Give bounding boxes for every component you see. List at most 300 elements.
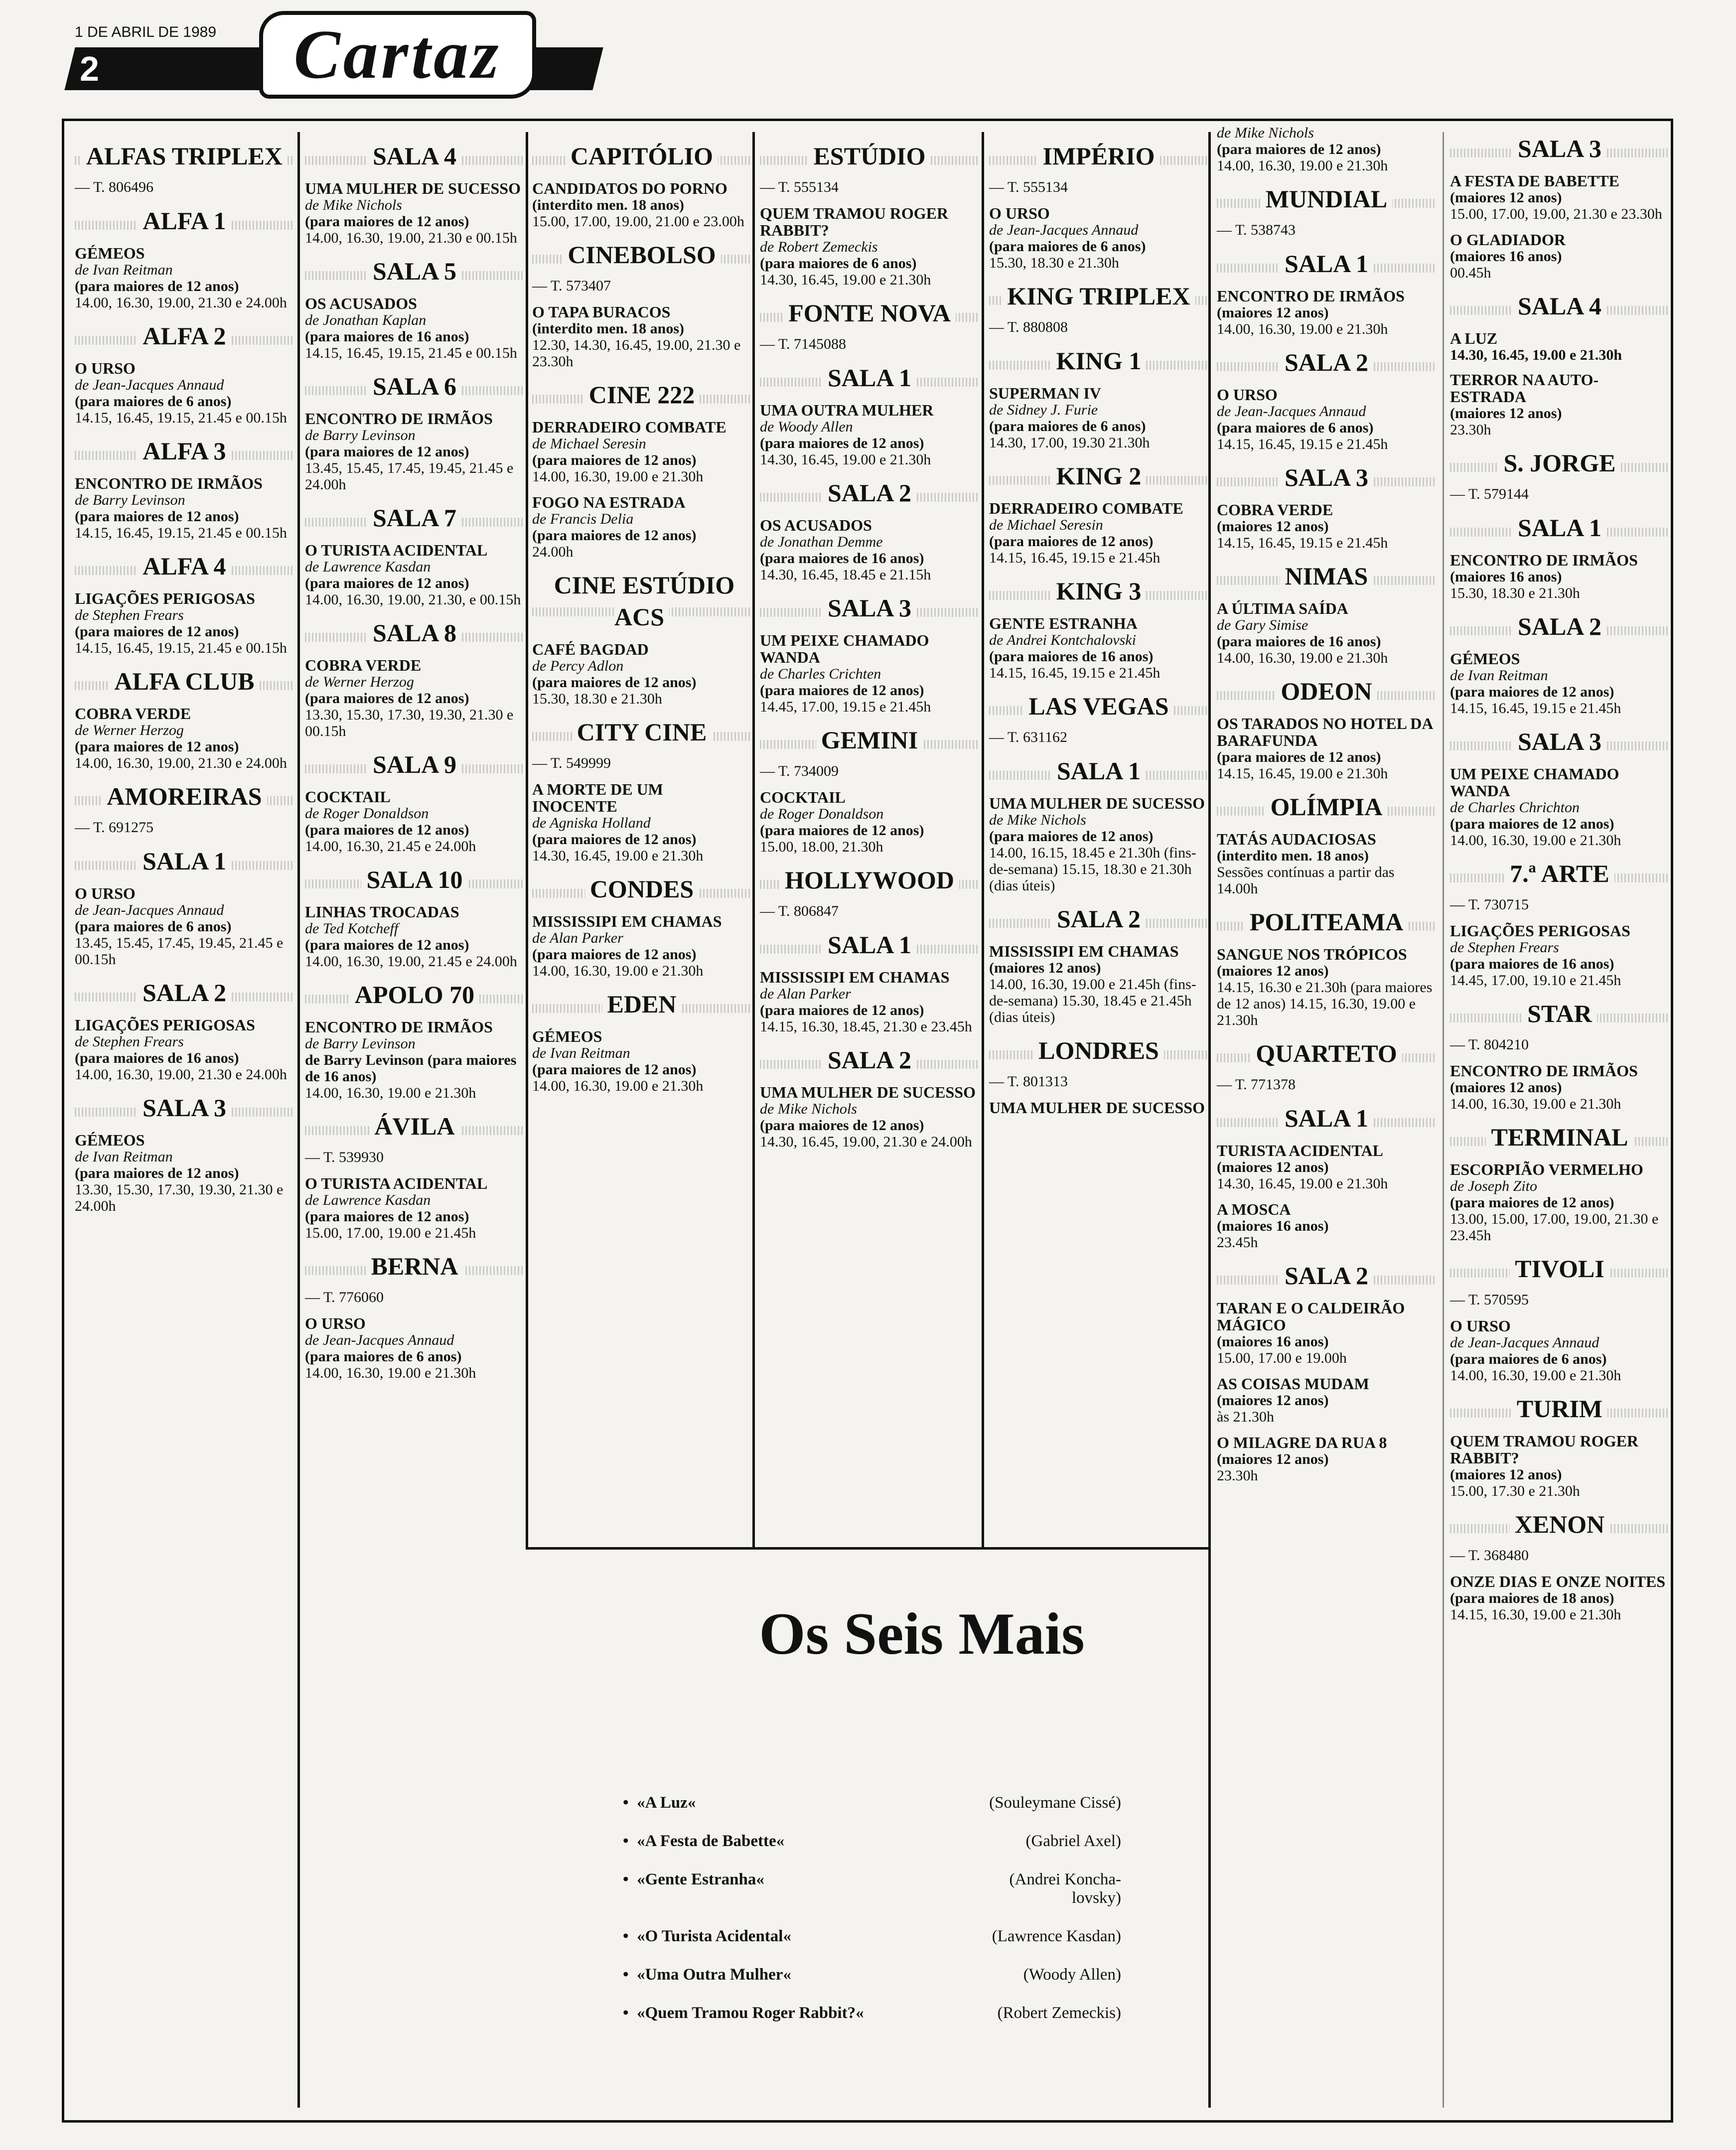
cinema-phone: — T. 631162 (989, 729, 1067, 745)
cinema-section (75, 320, 294, 426)
listing-column-3 (532, 132, 751, 1103)
film-showtimes: 14.15, 16.45, 19.15, 21.45 e 00.15h (75, 410, 287, 426)
cinema-section (305, 979, 524, 1101)
film-director: de Mike Nichols (989, 812, 1086, 828)
cinema-name: SALA 3 (1513, 135, 1606, 162)
film-title: ENCONTRO DE IRMÃOS (305, 410, 493, 428)
film-rating: (maiores 12 anos) (1450, 1466, 1562, 1483)
film-showtimes: 15.30, 18.30 e 21.30h (532, 691, 662, 707)
cinema-name: 7.ª ARTE (1505, 860, 1614, 887)
cinema-name: POLITEAMA (1245, 908, 1408, 936)
section-divider (526, 1547, 1211, 1550)
cinema-heading (1450, 290, 1669, 322)
film-title: OS ACUSADOS (760, 516, 872, 534)
film-showtimes: 15.00, 17.30 e 21.30h (1450, 1483, 1580, 1499)
cinema-section (1217, 560, 1436, 666)
cinema-heading (1450, 725, 1669, 757)
cinema-section (75, 1092, 294, 1214)
film-rating: (para maiores de 16 anos) (760, 550, 924, 567)
cinema-name: CINE 222 (584, 381, 700, 409)
cinema-name: AMOREIRAS (102, 782, 267, 810)
cinema-name: SALA 1 (1513, 514, 1606, 542)
cinema-section (532, 873, 751, 979)
cinema-section (1450, 725, 1669, 849)
seis-mais-item (623, 2004, 1121, 2022)
film-title: A MOSCA (1217, 1200, 1291, 1218)
film-showtimes: 14.00, 16.30, 19.00 e 21.30h (532, 1078, 704, 1094)
cinema-name: KING 2 (1051, 462, 1147, 490)
film-showtimes: 14.30, 16.45, 19.00 e 21.30h (760, 272, 931, 288)
film-director: de Roger Donaldson (305, 805, 429, 822)
cinema-heading (1217, 183, 1436, 215)
film-showtimes: 14.00, 16.30, 19.00 e 21.30h (305, 1085, 476, 1101)
cinema-section (760, 864, 979, 920)
cinema-name: TURIM (1512, 1395, 1607, 1423)
film-rating: (para maiores de 12 anos) (532, 831, 697, 848)
film-showtimes: 15.00, 17.00, 19.00 e 21.45h (305, 1225, 476, 1241)
film-director: (Andrei Koncha- lovsky) (1009, 1870, 1121, 1907)
film-director: de Barry Levinson (305, 1035, 416, 1052)
film-title: ENCONTRO DE IRMÃOS (305, 1018, 493, 1036)
cinema-section (1450, 858, 1669, 989)
cinema-phone: — T. 539930 (305, 1149, 384, 1165)
cinema-section (1217, 183, 1436, 239)
film-director: de Charles Chrichton (1450, 799, 1580, 816)
film-director: de Michael Seresin (989, 517, 1103, 533)
cinema-heading (1450, 610, 1669, 642)
film-rating: (maiores 16 anos) (1217, 1218, 1329, 1234)
film-director: de Barry Levinson (75, 492, 185, 508)
cinema-name: KING 1 (1051, 347, 1147, 375)
film-title: COBRA VERDE (305, 656, 422, 674)
cinema-section (989, 1034, 1208, 1116)
seis-mais-item (623, 1870, 1121, 1907)
cinema-section (760, 362, 979, 468)
film-title: DERRADEIRO COMBATE (989, 499, 1183, 517)
cinema-heading (75, 435, 294, 467)
film-title: ESCORPIÃO VERMELHO (1450, 1160, 1643, 1178)
film-showtimes: 14.00, 16.30, 19.00 e 21.30h (305, 1365, 476, 1381)
film-title: MISSISSIPI EM CHAMAS (760, 968, 950, 986)
film-showtimes: 14.00, 16.30, 19.00 e 21.30h (1450, 1367, 1621, 1384)
cinema-section (760, 724, 979, 855)
cinema-heading (1217, 1037, 1436, 1069)
film-showtimes: às 21.30h (1217, 1409, 1274, 1425)
cinema-name: MUNDIAL (1261, 185, 1392, 213)
film-showtimes: 13.30, 15.30, 17.30, 19.30, 21.30 e 00.15h (305, 707, 514, 739)
film-title: UMA MULHER DE SUCESSO (989, 794, 1205, 812)
cinema-phone: — T. 776060 (305, 1289, 384, 1305)
cinema-phone: — T. 880808 (989, 319, 1068, 335)
film-showtimes: 14.00, 16.30, 19.00, 21.30 e 24.00h (75, 1066, 287, 1083)
cinema-name: BERNA (366, 1252, 463, 1280)
cinema-section (760, 477, 979, 583)
film-rating: (maiores 16 anos) (1450, 569, 1562, 585)
cinema-section (1217, 248, 1436, 337)
film-showtimes: 14.00, 16.30, 19.00, 21.30 e 24.00h (75, 755, 287, 771)
film-director: de Werner Herzog (305, 674, 414, 690)
film-showtimes: 14.45, 17.00, 19.15 e 21.45h (760, 699, 931, 715)
cinema-name: SALA 1 (823, 931, 916, 959)
film-rating: (para maiores de 12 anos) (532, 452, 697, 468)
film-title: FOGO NA ESTRADA (532, 493, 686, 511)
film-showtimes: 15.00, 17.00 e 19.00h (1217, 1350, 1347, 1366)
film-rating: (para maiores de 6 anos) (305, 1348, 462, 1365)
cinema-heading (305, 617, 524, 649)
film-director: de Jean-Jacques Annaud (75, 902, 224, 918)
cinema-section (1450, 133, 1669, 281)
film-title: GÉMEOS (75, 244, 145, 262)
cinema-name: SALA 2 (138, 979, 231, 1006)
cinema-heading (989, 575, 1208, 607)
film-rating: (para maiores de 12 anos) (305, 690, 469, 707)
cinema-name: SALA 10 (361, 865, 467, 893)
film-rating: (para maiores de 12 anos) (1217, 141, 1381, 157)
cinema-phone: — T. 806847 (760, 903, 839, 919)
film-rating: (para maiores de 6 anos) (75, 393, 232, 410)
cinema-section (305, 255, 524, 361)
film-rating: (maiores 12 anos) (1450, 405, 1562, 422)
seis-mais-item (623, 1794, 1121, 1812)
cinema-section (1217, 125, 1436, 174)
film-rating: (para maiores de 12 anos) (532, 674, 697, 691)
film-rating: (maiores 16 anos) (1217, 1333, 1329, 1350)
cinema-heading (75, 845, 294, 877)
film-title: O GLADIADOR (1450, 231, 1566, 249)
cinema-name: SALA 3 (823, 594, 916, 622)
film-rating: (para maiores de 12 anos) (1217, 749, 1381, 765)
film-title: O MILAGRE DA RUA 8 (1217, 1433, 1387, 1451)
film-director: de Lawrence Kasdan (305, 1192, 431, 1208)
film-rating: (para maiores de 16 anos) (305, 328, 469, 345)
film-director: de Woody Allen (760, 419, 853, 435)
cinema-section (305, 1110, 524, 1241)
film-rating: (para maiores de 12 anos) (760, 682, 924, 699)
film-showtimes: 14.30, 16.45, 19.00 e 21.30h (532, 848, 704, 864)
film-showtimes: 14.15, 16.45, 19.15 e 21.45h (1217, 436, 1388, 452)
cinema-name: ALFA 2 (138, 322, 231, 350)
film-title: MISSISSIPI EM CHAMAS (532, 912, 722, 930)
column-divider (752, 132, 755, 1547)
cinema-heading (1217, 346, 1436, 378)
cinema-section (989, 903, 1208, 1025)
cinema-heading (75, 140, 294, 172)
film-showtimes: 15.00, 18.00, 21.30h (760, 839, 883, 855)
cinema-section (1450, 447, 1669, 503)
cinema-heading (1450, 1508, 1669, 1540)
cinema-section (75, 780, 294, 836)
film-director: de Percy Adlon (532, 658, 624, 674)
film-director: de Ted Kotcheff (305, 920, 399, 937)
film-director: de Werner Herzog (75, 722, 184, 738)
film-title: A ÚLTIMA SAÍDA (1217, 599, 1348, 617)
cinema-name: LONDRES (1033, 1036, 1164, 1064)
cinema-name: IMPÉRIO (1038, 142, 1160, 170)
film-rating: (maiores 16 anos) (1450, 248, 1562, 265)
cinema-heading (305, 1250, 524, 1282)
cinema-heading (1450, 447, 1669, 479)
film-title: O TAPA BURACOS (532, 303, 671, 321)
cinema-heading (305, 1110, 524, 1142)
film-title: • «Gente Estranha« (623, 1870, 764, 1907)
film-showtimes: 14.00, 16.30, 19.00 e 21.30h (1217, 157, 1388, 174)
film-title: TARAN E O CALDEIRÃO MÁGICO (1217, 1299, 1405, 1334)
film-rating: (para maiores de 16 anos) (989, 648, 1154, 665)
cinema-heading (989, 140, 1208, 172)
cinema-phone: — T. 804210 (1450, 1036, 1529, 1053)
cinema-name: GEMINI (816, 726, 923, 754)
listing-column-2 (305, 132, 524, 1390)
film-showtimes: 14.00, 16.30, 19.00, 21.45 e 24.00h (305, 953, 517, 970)
cinema-name: SALA 1 (1052, 757, 1146, 785)
film-title: UMA MULHER DE SUCESSO (989, 1099, 1205, 1117)
cinema-name: TIVOLI (1510, 1255, 1609, 1283)
cinema-name: SALA 7 (368, 504, 461, 532)
cinema-name: ÁVILA (369, 1112, 459, 1140)
cinema-section (1217, 1260, 1436, 1484)
film-title: AS COISAS MUDAM (1217, 1375, 1369, 1393)
cinema-section (760, 1044, 979, 1150)
cinema-heading (1217, 560, 1436, 592)
film-title: TERROR NA AUTO-ESTRADA (1450, 371, 1599, 406)
film-director: de Agniska Holland (532, 815, 651, 831)
film-title: • «Quem Tramou Roger Rabbit?« (623, 2004, 864, 2022)
film-rating: (para maiores de 12 anos) (75, 1165, 239, 1181)
cinema-name: ALFA 4 (138, 552, 231, 580)
cinema-section (75, 845, 294, 968)
cinema-section (305, 140, 524, 246)
film-director: de Mike Nichols (760, 1101, 857, 1117)
film-showtimes: 14.00, 16.30, 19.00 e 21.30h (1217, 650, 1388, 666)
film-title: LIGAÇÕES PERIGOSAS (75, 1016, 255, 1034)
cinema-section (305, 617, 524, 739)
film-director: de Francis Delia (532, 511, 634, 527)
cinema-section (1217, 1102, 1436, 1251)
film-rating: (para maiores de 12 anos) (305, 443, 469, 460)
film-director: de Ivan Reitman (75, 262, 173, 278)
listing-column-1 (75, 132, 294, 1223)
cinema-phone: — T. 730715 (1450, 896, 1529, 913)
film-rating: (maiores 12 anos) (1217, 304, 1329, 321)
cinema-name: EDEN (602, 990, 682, 1018)
film-title: CAFÉ BAGDAD (532, 640, 649, 658)
cinema-section (1217, 1037, 1436, 1093)
cinema-section (75, 665, 294, 771)
film-title: O TURISTA ACIDENTAL (305, 1174, 488, 1192)
cinema-name: SALA 2 (1052, 905, 1146, 933)
cinema-heading (305, 370, 524, 402)
cinema-section (760, 929, 979, 1035)
cinema-section (75, 140, 294, 196)
film-title: GÉMEOS (532, 1027, 602, 1045)
film-rating: de Barry Levinson (para maiores de 16 anos) (305, 1052, 517, 1085)
cinema-name: OLÍMPIA (1266, 793, 1388, 821)
cinema-section (1450, 1121, 1669, 1244)
cinema-name: SALA 2 (1280, 348, 1373, 376)
cinema-heading (760, 864, 979, 896)
film-rating: (interdito men. 18 anos) (532, 320, 684, 337)
film-title: O URSO (1450, 1317, 1511, 1335)
film-title: COBRA VERDE (1217, 501, 1333, 519)
cinema-phone: — T. 555134 (989, 179, 1068, 195)
cinema-section (305, 370, 524, 493)
cinema-heading (75, 665, 294, 697)
film-rating: (para maiores de 12 anos) (1450, 1194, 1614, 1211)
cinema-section (760, 140, 979, 288)
cinema-heading (75, 550, 294, 582)
cinema-phone: — T. 691275 (75, 819, 154, 836)
film-showtimes: 13.30, 15.30, 17.30, 19.30, 21.30 e 24.00h (75, 1181, 284, 1214)
film-rating: (maiores 12 anos) (1450, 1079, 1562, 1096)
cinema-section (1450, 610, 1669, 717)
film-director: de Stephen Frears (1450, 939, 1559, 956)
cinema-phone: — T. 734009 (760, 763, 839, 779)
cinema-name: CITY CINE (572, 718, 712, 746)
film-director: de Jean-Jacques Annaud (1450, 1334, 1599, 1351)
film-title: ENCONTRO DE IRMÃOS (1450, 551, 1638, 569)
cinema-heading (1450, 512, 1669, 544)
film-title: SUPERMAN IV (989, 384, 1101, 402)
column-divider (1208, 132, 1211, 2108)
film-director: de Robert Zemeckis (760, 239, 878, 255)
cinema-section (989, 690, 1208, 746)
cinema-section (1217, 791, 1436, 897)
film-director: de Joseph Zito (1450, 1178, 1537, 1194)
cinema-heading (1217, 906, 1436, 938)
film-rating: (para maiores de 6 anos) (1450, 1351, 1607, 1367)
cinema-section (989, 280, 1208, 336)
film-rating: (maiores 12 anos) (989, 960, 1101, 976)
film-title: COBRA VERDE (75, 705, 191, 722)
film-title: ENCONTRO DE IRMÃOS (75, 474, 263, 492)
cinema-heading (305, 748, 524, 780)
film-director: de Andrei Kontchalovski (989, 632, 1136, 648)
film-title: MISSISSIPI EM CHAMAS (989, 942, 1179, 960)
column-divider (297, 132, 300, 2108)
column-divider (526, 132, 528, 1547)
film-rating: (interdito men. 18 anos) (532, 197, 684, 213)
film-rating: (para maiores de 6 anos) (760, 255, 917, 272)
cinema-heading (760, 592, 979, 624)
film-rating: (maiores 12 anos) (1217, 963, 1329, 979)
film-showtimes: 14.00, 16.30, 19.00 e 21.30h (1450, 832, 1621, 849)
film-rating: (para maiores de 12 anos) (75, 738, 239, 755)
cinema-name: ODEON (1276, 677, 1377, 705)
film-director: de Jonathan Demme (760, 534, 883, 550)
film-showtimes: 14.00, 16.30, 19.00 e 21.30h (1217, 321, 1388, 337)
cinema-heading (1450, 1121, 1669, 1153)
film-showtimes: 24.00h (532, 544, 574, 560)
film-rating: (maiores 12 anos) (1217, 1159, 1329, 1175)
cinema-heading (75, 205, 294, 237)
film-rating: (maiores 12 anos) (1217, 1451, 1329, 1467)
cinema-section (1217, 461, 1436, 551)
film-showtimes: 14.00, 16.15, 18.45 e 21.30h (fins-de-semana) 15.15, 18.30 e 21.30h (dias úteis) (989, 845, 1196, 894)
cinema-name: STAR (1522, 1000, 1597, 1027)
film-showtimes: 14.15, 16.45, 19.15 e 21.45h (1217, 535, 1388, 551)
cinema-phone: — T. 771378 (1217, 1076, 1296, 1093)
film-title: COCKTAIL (760, 788, 846, 806)
cinema-name: SALA 1 (138, 847, 231, 875)
listing-column-4 (760, 132, 979, 1159)
cinema-heading (760, 477, 979, 509)
cinema-name: ALFA 3 (138, 437, 231, 465)
cinema-heading (75, 320, 294, 352)
film-rating: (para maiores de 12 anos) (989, 533, 1154, 550)
cinema-name: SALA 3 (138, 1094, 231, 1122)
cinema-heading (1450, 998, 1669, 1029)
cinema-heading (305, 979, 524, 1010)
film-title: O URSO (989, 204, 1050, 222)
film-showtimes: 14.00, 16.30, 21.45 e 24.00h (305, 838, 476, 855)
cinema-name: SALA 6 (368, 372, 461, 400)
cinema-phone: — T. 806496 (75, 179, 154, 195)
cinema-name: SALA 2 (823, 479, 916, 507)
film-director: de Mike Nichols (305, 197, 402, 213)
film-director: de Gary Simise (1217, 617, 1308, 633)
film-rating: (para maiores de 12 anos) (75, 508, 239, 525)
film-rating: (maiores 12 anos) (1450, 189, 1562, 206)
cinema-heading (532, 716, 751, 748)
cinema-section (532, 239, 751, 370)
film-title: ENCONTRO DE IRMÃOS (1450, 1062, 1638, 1080)
film-director: de Barry Levinson (305, 427, 416, 443)
film-showtimes: 15.00, 17.00, 19.00, 21.30 e 23.30h (1450, 206, 1662, 222)
film-showtimes: 14.15, 16.45, 19.00 e 21.30h (1217, 765, 1388, 782)
film-director: de Jonathan Kaplan (305, 312, 427, 328)
film-showtimes: 13.45, 15.45, 17.45, 19.45, 21.45 e 00.15h (75, 935, 284, 968)
film-title: A FESTA DE BABETTE (1450, 172, 1619, 190)
cinema-name: KING TRIPLEX (1002, 282, 1195, 310)
film-director: de Michael Seresin (532, 435, 646, 452)
film-showtimes: 14.15, 16.45, 19.15 e 21.45h (989, 550, 1160, 566)
film-rating: (para maiores de 12 anos) (532, 527, 697, 544)
film-title: OS ACUSADOS (305, 294, 417, 312)
film-director: de Jean-Jacques Annaud (1217, 403, 1366, 420)
cinema-name: ALFA 1 (138, 207, 231, 235)
film-showtimes: 13.00, 15.00, 17.00, 19.00, 21.30 e 23.45h (1450, 1211, 1659, 1244)
cinema-name: LAS VEGAS (1023, 692, 1173, 720)
film-showtimes: Sessões contínuas a partir das 14.00h (1217, 864, 1395, 897)
film-title: GENTE ESTRANHA (989, 614, 1138, 632)
film-showtimes: 15.30, 18.30 e 21.30h (989, 255, 1119, 271)
film-title: QUEM TRAMOU ROGER RABBIT? (760, 204, 949, 239)
film-title: O TURISTA ACIDENTAL (305, 541, 488, 559)
cinema-name: SALA 4 (1513, 292, 1606, 320)
film-showtimes: 23.30h (1217, 1467, 1258, 1484)
cinema-name: SALA 2 (1280, 1262, 1373, 1290)
seis-mais-list (623, 1794, 1121, 2042)
cinema-heading (532, 873, 751, 905)
film-rating: (para maiores de 6 anos) (1217, 420, 1374, 436)
cinema-section (1217, 346, 1436, 452)
column-divider (1443, 132, 1444, 2108)
cinema-heading (760, 362, 979, 394)
cinema-heading (989, 755, 1208, 787)
cinema-name: SALA 2 (823, 1046, 916, 1074)
cinema-section (1450, 1508, 1669, 1623)
cinema-section (1450, 1393, 1669, 1499)
film-title: ONZE DIAS E ONZE NOITES (1450, 1573, 1666, 1590)
cinema-name: CINEBOLSO (563, 241, 721, 269)
cinema-name: ALFAS TRIPLEX (81, 142, 288, 170)
film-title: LINHAS TROCADAS (305, 903, 459, 921)
cinema-section (989, 345, 1208, 451)
cinema-section (760, 592, 979, 715)
film-showtimes: 14.45, 17.00, 19.10 e 21.45h (1450, 972, 1621, 989)
film-title: CANDIDATOS DO PORNO (532, 179, 727, 197)
cinema-heading (305, 140, 524, 172)
